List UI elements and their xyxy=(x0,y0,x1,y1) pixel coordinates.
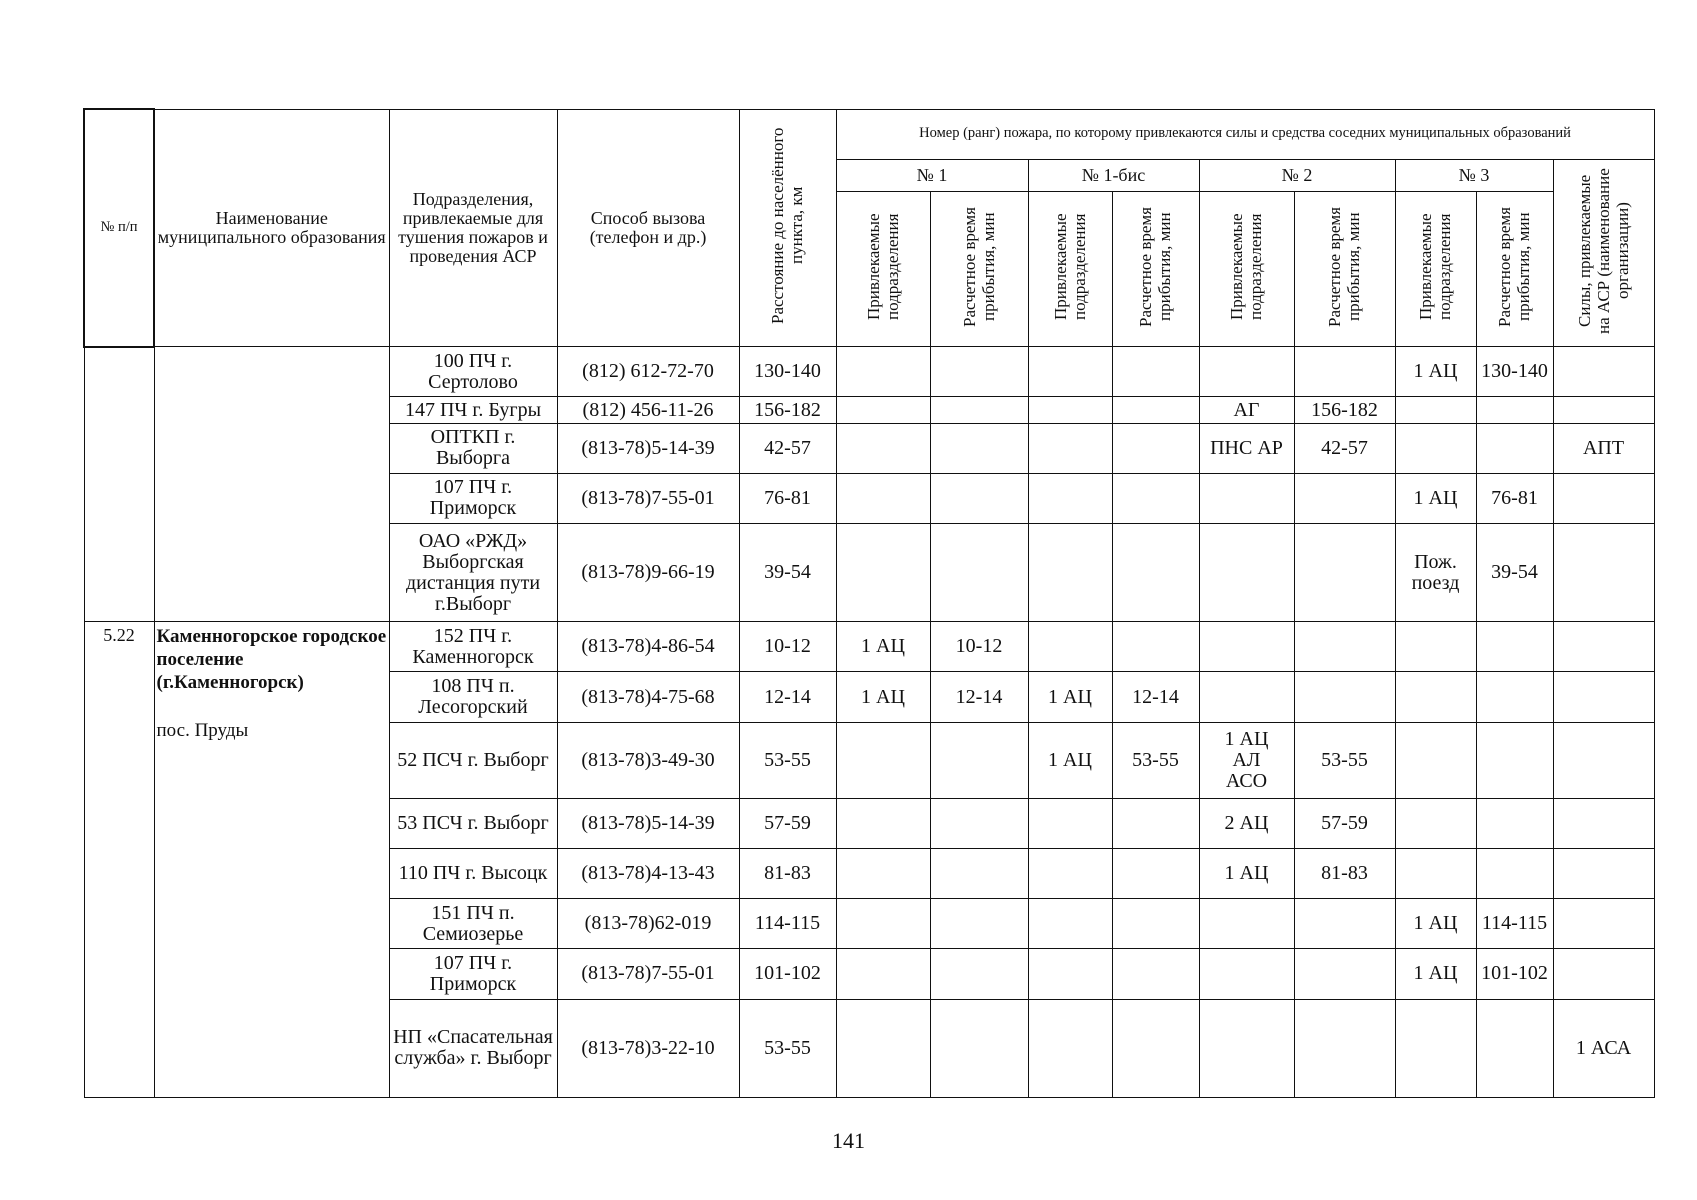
row-phone: (813-78)9-66-19 xyxy=(557,523,739,621)
row-r1b-units xyxy=(1028,523,1112,621)
row-phone: (813-78)62-019 xyxy=(557,899,739,949)
row-distance: 53-55 xyxy=(739,999,836,1097)
row-r3-units: 1 АЦ xyxy=(1395,899,1476,949)
row-unit: 110 ПЧ г. Высоцк xyxy=(389,849,557,899)
row-r1b-units xyxy=(1028,423,1112,473)
row-distance: 10-12 xyxy=(739,622,836,672)
header-rank-1-bis: № 1-бис xyxy=(1028,159,1199,191)
row-r3-units: Пож. поезд xyxy=(1395,523,1476,621)
row-unit: 152 ПЧ г. Каменногорск xyxy=(389,622,557,672)
header-rank-group: Номер (ранг) пожара, по которому привлекаются силы и средства соседних муниципальных образований xyxy=(836,109,1654,159)
row-distance: 76-81 xyxy=(739,473,836,523)
row-asr xyxy=(1553,722,1654,798)
row-phone: (812) 612-72-70 xyxy=(557,347,739,397)
row-asr xyxy=(1553,672,1654,722)
header-rank-3-time xyxy=(1476,191,1553,347)
row-unit: ОАО «РЖД» Выборгская дистанция пути г.Выборг xyxy=(389,523,557,621)
row-r1b-time xyxy=(1112,999,1199,1097)
row-r3-time: 39-54 xyxy=(1476,523,1553,621)
header-rank-2: № 2 xyxy=(1199,159,1395,191)
row-asr xyxy=(1553,899,1654,949)
row-unit: 147 ПЧ г. Бугры xyxy=(389,397,557,423)
row-unit: НП «Спасательная служба» г. Выборг xyxy=(389,999,557,1097)
prev-section-name xyxy=(154,347,389,622)
header-distance-text: Расстояние до населённого пункта, км xyxy=(768,127,807,324)
row-r1-units xyxy=(836,949,930,999)
row-r1b-units xyxy=(1028,622,1112,672)
row-phone: (812) 456-11-26 xyxy=(557,397,739,423)
row-r2-time xyxy=(1294,347,1395,397)
row-r2-units xyxy=(1199,622,1294,672)
row-r1b-units: 1 АЦ xyxy=(1028,672,1112,722)
row-r2-units xyxy=(1199,473,1294,523)
row-r1b-time: 53-55 xyxy=(1112,722,1199,798)
row-r1-units xyxy=(836,722,930,798)
row-unit: ОПТКП г. Выборга xyxy=(389,423,557,473)
row-distance: 156-182 xyxy=(739,397,836,423)
row-r3-units xyxy=(1395,849,1476,899)
page-number: 141 xyxy=(832,1128,865,1153)
row-distance: 39-54 xyxy=(739,523,836,621)
header-rank-1b-time-text: Расчетное время прибытия, мин xyxy=(1136,206,1175,327)
row-distance: 81-83 xyxy=(739,849,836,899)
row-r1-units xyxy=(836,423,930,473)
row-asr xyxy=(1553,622,1654,672)
row-distance: 114-115 xyxy=(739,899,836,949)
row-asr xyxy=(1553,347,1654,397)
row-r2-time: 57-59 xyxy=(1294,798,1395,848)
row-r3-time xyxy=(1476,622,1553,672)
row-r2-time xyxy=(1294,523,1395,621)
row-unit: 108 ПЧ п. Лесогорский xyxy=(389,672,557,722)
row-asr xyxy=(1553,949,1654,999)
row-r1-time xyxy=(930,397,1028,423)
row-r3-units: 1 АЦ xyxy=(1395,949,1476,999)
row-r3-units xyxy=(1395,722,1476,798)
row-r1-time xyxy=(930,722,1028,798)
row-r1-time: 12-14 xyxy=(930,672,1028,722)
row-r3-units xyxy=(1395,397,1476,423)
row-r1-units xyxy=(836,849,930,899)
row-r1-units xyxy=(836,798,930,848)
row-asr xyxy=(1553,397,1654,423)
row-r2-units: 1 АЦ xyxy=(1199,849,1294,899)
row-r3-units: 1 АЦ xyxy=(1395,347,1476,397)
row-r1b-units xyxy=(1028,899,1112,949)
row-unit: 107 ПЧ г. Приморск xyxy=(389,473,557,523)
row-r2-units xyxy=(1199,999,1294,1097)
row-phone: (813-78)4-13-43 xyxy=(557,849,739,899)
row-r3-units: 1 АЦ xyxy=(1395,473,1476,523)
row-r1-time: 10-12 xyxy=(930,622,1028,672)
row-r1b-time xyxy=(1112,347,1199,397)
row-asr: АПТ xyxy=(1553,423,1654,473)
header-rank-1-units-text: Привлекаемые подразделения xyxy=(863,213,902,320)
row-r3-units xyxy=(1395,672,1476,722)
header-rank-1b-units xyxy=(1028,191,1112,347)
row-r1-units xyxy=(836,347,930,397)
row-r1-time xyxy=(930,798,1028,848)
row-r2-units xyxy=(1199,523,1294,621)
row-phone: (813-78)5-14-39 xyxy=(557,798,739,848)
row-r1b-time xyxy=(1112,622,1199,672)
row-r1b-units xyxy=(1028,473,1112,523)
row-r1-time xyxy=(930,949,1028,999)
row-r2-units xyxy=(1199,899,1294,949)
row-r3-time: 76-81 xyxy=(1476,473,1553,523)
row-r3-time: 114-115 xyxy=(1476,899,1553,949)
row-r1b-time xyxy=(1112,949,1199,999)
header-units: Подразделения, привлекаемые для тушения пожаров и проведения АСР xyxy=(389,109,557,347)
row-r2-units: АГ xyxy=(1199,397,1294,423)
header-distance xyxy=(739,109,836,347)
section-municipality xyxy=(154,622,389,1098)
prev-section-num xyxy=(84,347,154,622)
row-distance: 42-57 xyxy=(739,423,836,473)
row-r3-time xyxy=(1476,999,1553,1097)
row-phone: (813-78)5-14-39 xyxy=(557,423,739,473)
row-r1-time xyxy=(930,899,1028,949)
row-r3-time xyxy=(1476,849,1553,899)
row-r1b-time xyxy=(1112,397,1199,423)
row-r2-time xyxy=(1294,473,1395,523)
row-r3-time: 130-140 xyxy=(1476,347,1553,397)
header-call: Способ вызова (телефон и др.) xyxy=(557,109,739,347)
row-phone: (813-78)7-55-01 xyxy=(557,473,739,523)
row-r2-units: 2 АЦ xyxy=(1199,798,1294,848)
row-r1b-units xyxy=(1028,949,1112,999)
header-rank-3: № 3 xyxy=(1395,159,1553,191)
row-r2-time xyxy=(1294,949,1395,999)
row-r2-units: 1 АЦ АЛ АСО xyxy=(1199,722,1294,798)
row-r1-units xyxy=(836,523,930,621)
row-unit: 100 ПЧ г. Сертолово xyxy=(389,347,557,397)
header-rank-1b-units-text: Привлекаемые подразделения xyxy=(1050,213,1089,320)
row-phone: (813-78)7-55-01 xyxy=(557,949,739,999)
row-r3-time xyxy=(1476,423,1553,473)
row-r1b-units xyxy=(1028,798,1112,848)
header-asr xyxy=(1553,159,1654,347)
row-asr xyxy=(1553,798,1654,848)
row-asr: 1 АСА xyxy=(1553,999,1654,1097)
row-r2-time: 42-57 xyxy=(1294,423,1395,473)
row-unit: 52 ПСЧ г. Выборг xyxy=(389,722,557,798)
row-r3-units xyxy=(1395,999,1476,1097)
header-rank-2-time-text: Расчетное время прибытия, мин xyxy=(1325,206,1364,327)
fire-forces-table xyxy=(83,108,1655,1098)
header-rank-1-time xyxy=(930,191,1028,347)
row-r1-time xyxy=(930,473,1028,523)
section-number: 5.22 xyxy=(84,622,154,1098)
section-locality: пос. Пруды xyxy=(156,719,249,741)
row-r1-units: 1 АЦ xyxy=(836,672,930,722)
row-unit: 53 ПСЧ г. Выборг xyxy=(389,798,557,848)
header-rank-2-units-text: Привлекаемые подразделения xyxy=(1227,213,1266,320)
header-municipality: Наименование муниципального образования xyxy=(154,109,389,347)
header-rank-1b-time xyxy=(1112,191,1199,347)
row-r3-time xyxy=(1476,397,1553,423)
row-r3-units xyxy=(1395,622,1476,672)
row-distance: 101-102 xyxy=(739,949,836,999)
row-r1-units xyxy=(836,397,930,423)
row-r2-time: 81-83 xyxy=(1294,849,1395,899)
header-rank-3-units-text: Привлекаемые подразделения xyxy=(1416,213,1455,320)
row-r3-time xyxy=(1476,798,1553,848)
row-unit: 107 ПЧ г. Приморск xyxy=(389,949,557,999)
row-phone: (813-78)3-22-10 xyxy=(557,999,739,1097)
row-r2-units xyxy=(1199,672,1294,722)
row-distance: 57-59 xyxy=(739,798,836,848)
row-r1b-time xyxy=(1112,423,1199,473)
row-r3-time xyxy=(1476,672,1553,722)
row-distance: 130-140 xyxy=(739,347,836,397)
row-r1b-units xyxy=(1028,999,1112,1097)
row-r1b-units xyxy=(1028,397,1112,423)
header-rank-3-units xyxy=(1395,191,1476,347)
row-r3-time: 101-102 xyxy=(1476,949,1553,999)
row-r2-units: ПНС АР xyxy=(1199,423,1294,473)
header-rank-2-time xyxy=(1294,191,1395,347)
row-r1-time xyxy=(930,347,1028,397)
row-r1b-units xyxy=(1028,849,1112,899)
header-rank-1: № 1 xyxy=(836,159,1028,191)
row-r1b-time xyxy=(1112,849,1199,899)
row-r2-units xyxy=(1199,949,1294,999)
header-rank-1-time-text: Расчетное время прибытия, мин xyxy=(959,206,998,327)
row-r1-units xyxy=(836,899,930,949)
row-phone: (813-78)4-75-68 xyxy=(557,672,739,722)
header-rank-3-time-text: Расчетное время прибытия, мин xyxy=(1495,206,1534,327)
table-row xyxy=(84,622,1654,672)
row-r1-time xyxy=(930,849,1028,899)
row-r3-time xyxy=(1476,722,1553,798)
header-asr-text: Силы, привлекаемые на АСР (наименование организации) xyxy=(1575,167,1633,334)
row-r1-time xyxy=(930,523,1028,621)
row-r3-units xyxy=(1395,423,1476,473)
row-r1b-time xyxy=(1112,523,1199,621)
row-r1-units xyxy=(836,473,930,523)
row-phone: (813-78)3-49-30 xyxy=(557,722,739,798)
row-r1b-time xyxy=(1112,899,1199,949)
row-r2-time xyxy=(1294,672,1395,722)
section-name: Каменногорское городское поселение (г.Каменногорск) xyxy=(156,626,387,693)
row-unit: 151 ПЧ п. Семиозерье xyxy=(389,899,557,949)
row-r2-units xyxy=(1199,347,1294,397)
row-r2-time xyxy=(1294,622,1395,672)
row-r1b-time xyxy=(1112,473,1199,523)
row-r1b-time: 12-14 xyxy=(1112,672,1199,722)
row-r1-time xyxy=(930,423,1028,473)
header-rank-2-units xyxy=(1199,191,1294,347)
table-row xyxy=(84,347,1654,397)
row-r2-time: 53-55 xyxy=(1294,722,1395,798)
row-phone: (813-78)4-86-54 xyxy=(557,622,739,672)
row-r1b-units xyxy=(1028,347,1112,397)
row-asr xyxy=(1553,473,1654,523)
row-r3-units xyxy=(1395,798,1476,848)
row-asr xyxy=(1553,849,1654,899)
row-r1-time xyxy=(930,999,1028,1097)
header-num: № п/п xyxy=(84,109,154,347)
row-r2-time xyxy=(1294,899,1395,949)
row-r2-time xyxy=(1294,999,1395,1097)
row-r1-units xyxy=(836,999,930,1097)
row-r1b-time xyxy=(1112,798,1199,848)
row-distance: 53-55 xyxy=(739,722,836,798)
row-r2-time: 156-182 xyxy=(1294,397,1395,423)
row-r1b-units: 1 АЦ xyxy=(1028,722,1112,798)
header-rank-1-units xyxy=(836,191,930,347)
row-asr xyxy=(1553,523,1654,621)
row-distance: 12-14 xyxy=(739,672,836,722)
row-r1-units: 1 АЦ xyxy=(836,622,930,672)
